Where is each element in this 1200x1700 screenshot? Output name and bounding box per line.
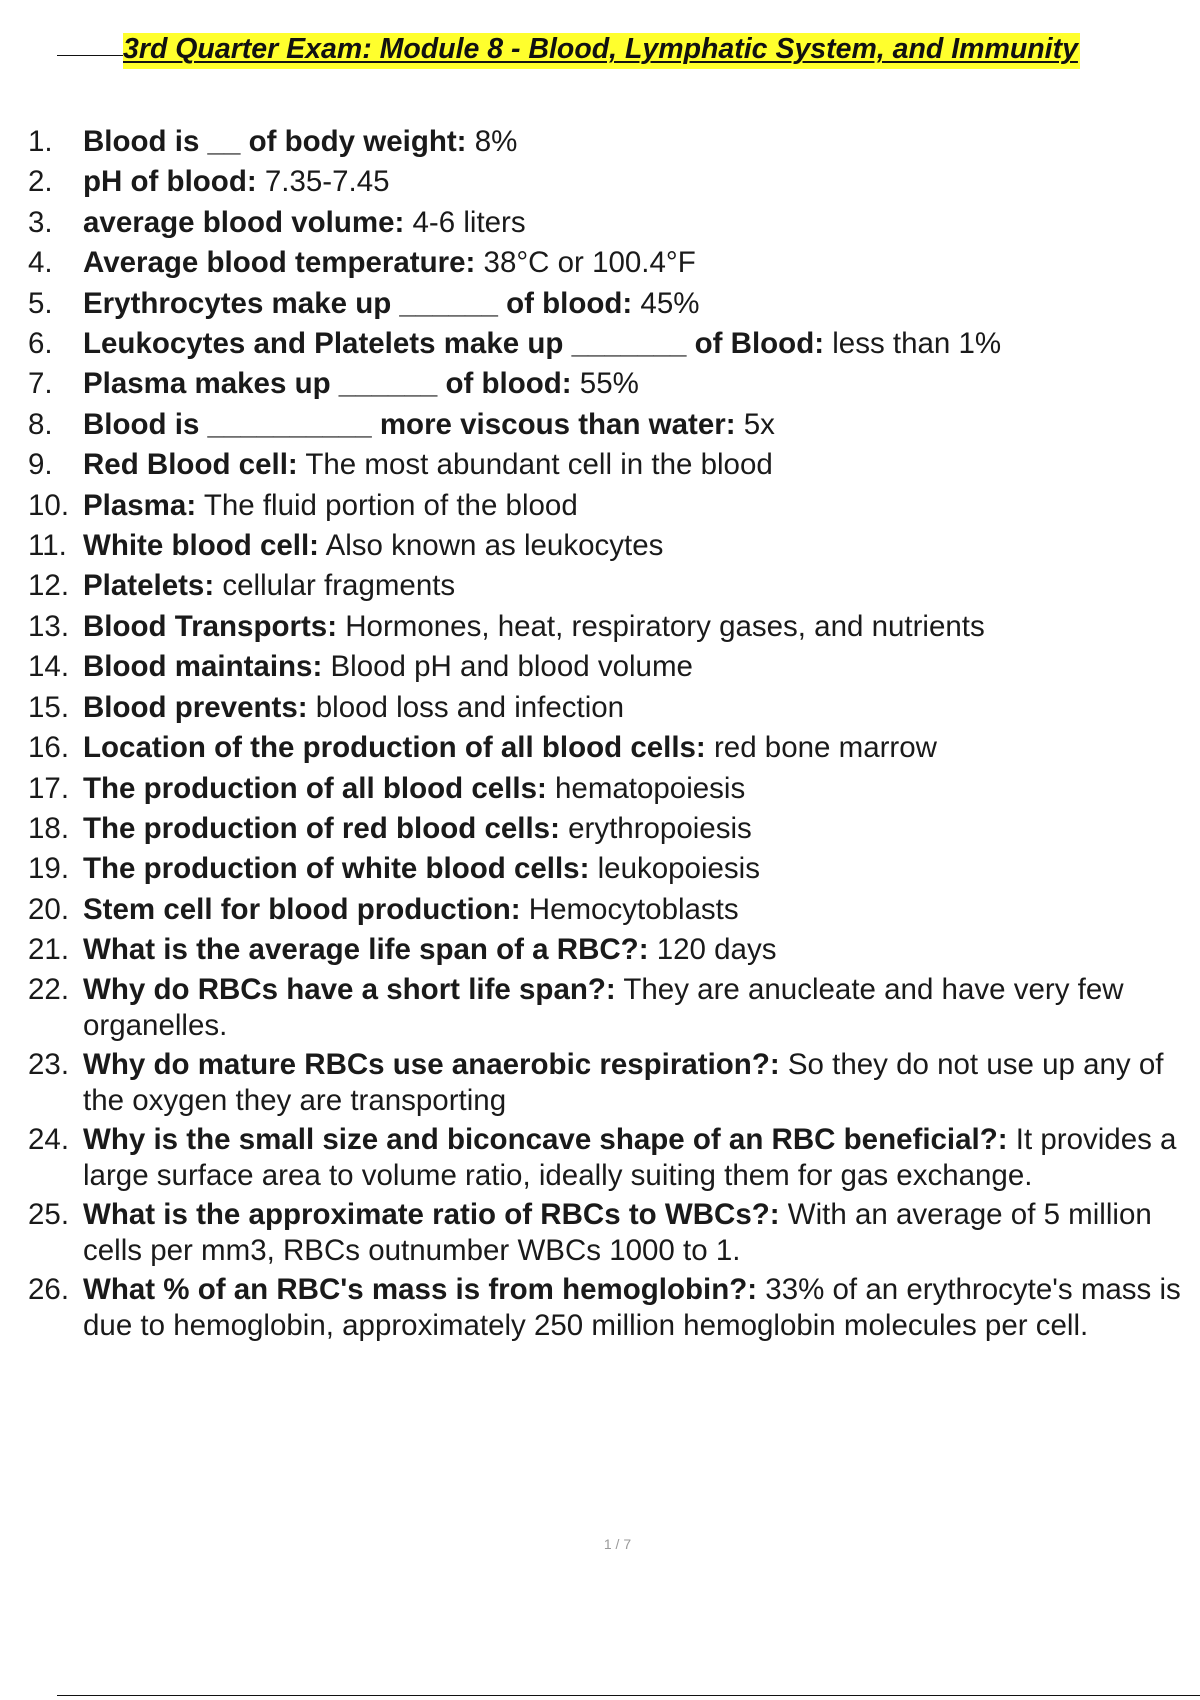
list-item (28, 284, 1188, 324)
item-answer: 7.35-7.45 (256, 165, 390, 199)
item-question: Blood Transports: (83, 609, 338, 643)
item-number: 15. (28, 690, 70, 724)
list-item (28, 203, 1188, 243)
item-question: The production of white blood cells: (83, 852, 590, 886)
item-question: Stem cell for blood production: (83, 892, 521, 926)
list-item (28, 566, 1188, 606)
item-answer: They are anucleate and have very few organelles. (83, 972, 1124, 1043)
list-item (28, 364, 1188, 404)
item-number: 7. (28, 367, 53, 401)
item-number: 9. (28, 448, 53, 482)
list-item (28, 486, 1188, 526)
item-question: pH of blood: (83, 165, 257, 199)
item-question: The production of all blood cells: (83, 771, 547, 805)
item-answer: It provides a large surface area to volume ratio, ideally suiting them for gas exchange. (83, 1122, 1177, 1193)
item-question: Location of the production of all blood cells: (83, 731, 706, 765)
item-question: Plasma makes up ______ of blood: (83, 367, 572, 401)
item-answer: The fluid portion of the blood (196, 488, 578, 522)
item-number: 25. (28, 1197, 70, 1231)
item-number: 11. (28, 529, 67, 563)
title-leader-rule (57, 55, 123, 56)
item-question: White blood cell: (83, 529, 319, 563)
item-question: Blood prevents: (83, 690, 308, 724)
item-number: 16. (28, 731, 70, 765)
item-question: Leukocytes and Platelets make up _______ of Blood: (83, 327, 825, 361)
list-item (28, 1047, 1188, 1120)
item-answer: 4-6 liters (404, 205, 526, 239)
item-question: What % of an RBC's mass is from hemoglobin?: (83, 1272, 758, 1306)
list-item (28, 849, 1188, 889)
item-answer: The most abundant cell in the blood (297, 448, 773, 482)
item-number: 12. (28, 569, 70, 603)
item-number: 17. (28, 771, 70, 805)
item-number: 10. (28, 488, 70, 522)
item-answer: So they do not use up any of the oxygen they are transporting (83, 1047, 1164, 1118)
question-list (28, 122, 1188, 1347)
item-answer: 8% (466, 125, 518, 158)
item-question: Plasma: (83, 488, 197, 522)
footer-divider (57, 1695, 1200, 1696)
item-question: Blood is __________ more viscous than water: (83, 407, 736, 441)
item-question: Why do mature RBCs use anaerobic respiration?: (83, 1047, 780, 1081)
item-number: 19. (28, 852, 70, 886)
list-item (28, 526, 1188, 566)
list-item (28, 1272, 1188, 1345)
document-title: 3rd Quarter Exam: Module 8 - Blood, Lymphatic System, and Immunity (123, 33, 1080, 69)
list-item (28, 930, 1188, 970)
item-answer: 38°C or 100.4°F (475, 246, 696, 280)
item-number: 18. (28, 811, 70, 845)
item-number: 6. (28, 327, 53, 361)
item-answer: cellular fragments (214, 569, 456, 603)
item-question: Blood maintains: (83, 650, 323, 684)
item-number: 20. (28, 892, 70, 926)
list-item (28, 972, 1188, 1045)
item-answer: Hemocytoblasts (520, 892, 739, 926)
item-answer: 33% of an erythrocyte's mass is due to hemoglobin, approximately 250 million hemoglobin molecules per cell. (83, 1272, 1181, 1343)
list-item (28, 728, 1188, 768)
item-number: 8. (28, 407, 53, 441)
item-answer: leukopoiesis (589, 852, 760, 886)
item-question: What is the average life span of a RBC?: (83, 933, 649, 967)
list-item (28, 809, 1188, 849)
item-number: 4. (28, 246, 53, 280)
list-item (28, 769, 1188, 809)
page-indicator: 1 / 7 (603, 1536, 632, 1552)
item-answer: less than 1% (824, 327, 1002, 361)
item-question: average blood volume: (83, 205, 405, 239)
list-item (28, 1197, 1188, 1270)
item-question: Red Blood cell: (83, 448, 298, 482)
list-item (28, 122, 1188, 162)
item-answer: Also known as leukocytes (319, 529, 664, 563)
item-question: Why is the small size and biconcave shape of an RBC beneficial?: (83, 1122, 1008, 1156)
list-item (28, 324, 1188, 364)
item-number: 13. (28, 609, 70, 643)
item-number: 14. (28, 650, 70, 684)
document-title-bar (57, 33, 1200, 69)
list-item (28, 243, 1188, 283)
item-number: 26. (28, 1272, 70, 1306)
item-number: 24. (28, 1122, 70, 1156)
item-question: Blood is __ of body weight: (83, 125, 467, 158)
item-question: Why do RBCs have a short life span?: (83, 972, 616, 1006)
item-number: 2. (28, 165, 53, 199)
list-item (28, 607, 1188, 647)
item-answer: blood loss and infection (307, 690, 625, 724)
list-item (28, 162, 1188, 202)
item-question: Erythrocytes make up ______ of blood: (83, 286, 633, 320)
item-number: 3. (28, 205, 53, 239)
list-item (28, 1122, 1188, 1195)
item-answer: Blood pH and blood volume (322, 650, 693, 684)
item-question: Average blood temperature: (83, 246, 476, 280)
item-number: 1. (28, 125, 53, 158)
list-item (28, 688, 1188, 728)
item-answer: Hormones, heat, respiratory gases, and nutrients (337, 609, 985, 643)
item-answer: 120 days (648, 933, 777, 967)
item-answer: With an average of 5 million cells per mm3, RBCs outnumber WBCs 1000 to 1. (83, 1197, 1152, 1268)
item-question: The production of red blood cells: (83, 811, 560, 845)
list-item (28, 647, 1188, 687)
item-number: 21. (28, 933, 70, 967)
item-number: 22. (28, 972, 70, 1006)
list-item (28, 445, 1188, 485)
item-answer: hematopoiesis (546, 771, 746, 805)
item-number: 23. (28, 1047, 70, 1081)
item-answer: 5x (735, 407, 775, 441)
list-item (28, 890, 1188, 930)
list-item (28, 405, 1188, 445)
item-question: Platelets: (83, 569, 215, 603)
item-answer: red bone marrow (705, 731, 937, 765)
item-question: What is the approximate ratio of RBCs to WBCs?: (83, 1197, 780, 1231)
item-number: 5. (28, 286, 53, 320)
item-answer: 45% (632, 286, 700, 320)
item-answer: 55% (571, 367, 639, 401)
item-answer: erythropoiesis (559, 811, 752, 845)
